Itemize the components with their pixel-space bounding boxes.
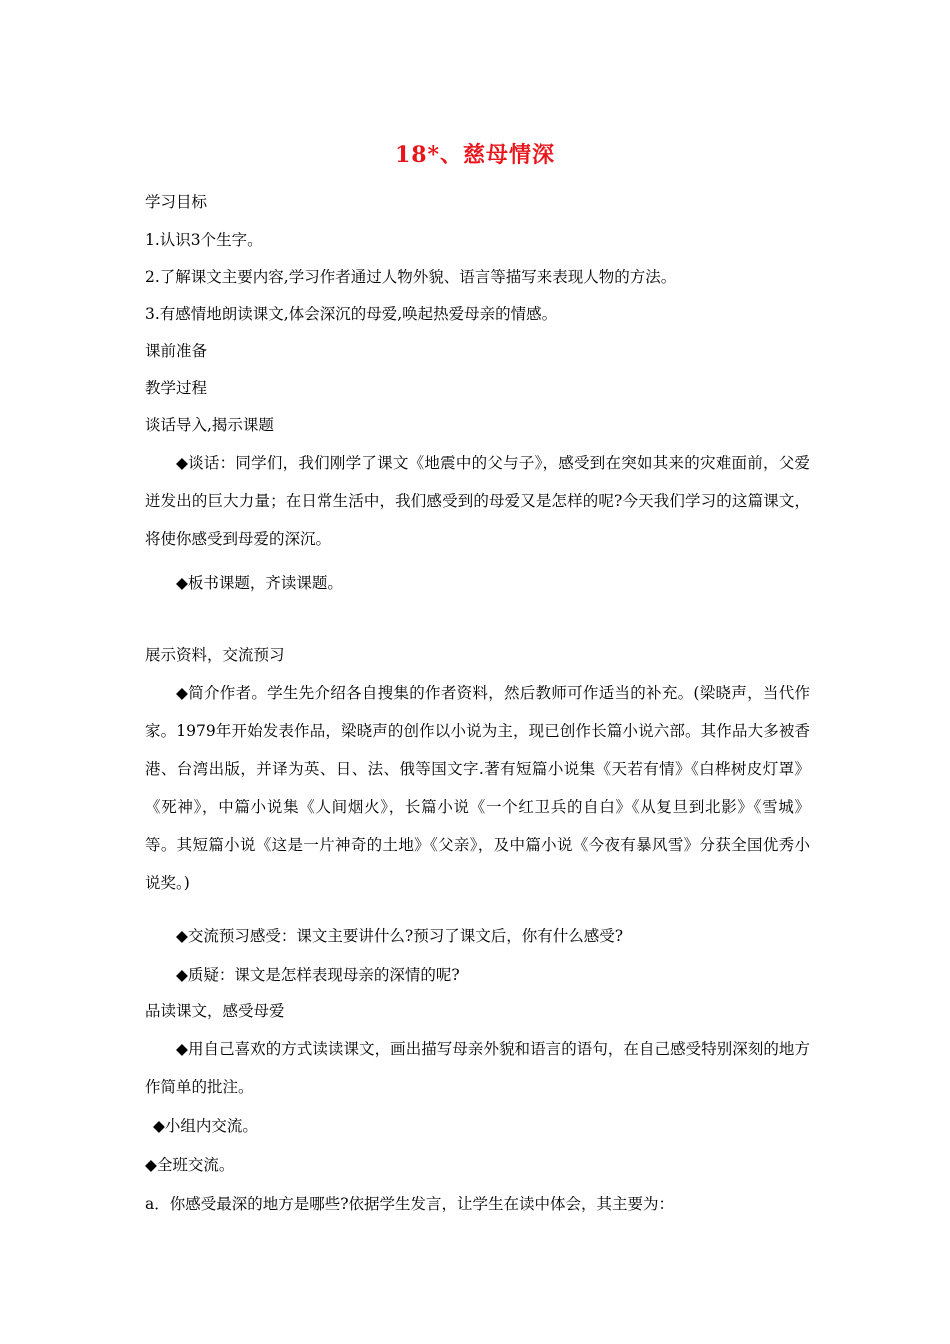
goal-item-3: 3.有感情地朗读课文,体会深沉的母爱,唤起热爱母亲的情感。 [145,305,558,323]
show-heading: 展示资料，交流预习 [145,646,285,664]
intro-heading: 谈话导入,揭示课题 [145,416,274,434]
show-paragraph-1: ◆简介作者。学生先介绍各自搜集的作者资料，然后教师可作适当的补充。(梁晓声，当代作家。1979年开始发表作品，梁晓声的创作以小说为主，现已创作长篇小说六部。其作品大多被香港、台湾出版，并译为英、日、法、俄等国文字.著有短篇小说集《天若有情》《白桦树皮灯罩》《死神》，中篇小说集《人间烟火》，长篇小说《一个红卫兵的自白》《从复旦到北影》《雪城》等。其短篇小说《这是一片神奇的土地》《父亲》，及中篇小说《今夜有暴风雪》分获全国优秀小说奖。) [145,684,810,892]
read-paragraph-1: ◆用自己喜欢的方式读读课文，画出描写母亲外貌和语言的语句，在自己感受特别深刻的地方作简单的批注。 [145,1040,810,1096]
read-paragraph-2: ◆小组内交流。 [153,1117,258,1135]
intro-paragraph-1: ◆谈话：同学们，我们刚学了课文《地震中的父与子》，感受到在突如其来的灾难面前，父爱迸发出的巨大力量；在日常生活中，我们感受到的母爱又是怎样的呢?今天我们学习的这篇课文，将使你感受到母爱的深沉。 [145,454,810,548]
show-paragraph-2: ◆交流预习感受：课文主要讲什么?预习了课文后，你有什么感受? [176,927,624,945]
read-paragraph-3: ◆全班交流。 [145,1156,235,1174]
goal-item-1: 1.认识3个生字。 [145,231,263,249]
show-paragraph-3: ◆质疑：课文是怎样表现母亲的深情的呢? [176,966,460,984]
read-heading: 品读课文，感受母爱 [145,1002,285,1020]
prep-heading: 课前准备 [145,342,208,360]
intro-paragraph-2: ◆板书课题，齐读课题。 [176,574,343,592]
goal-item-2: 2.了解课文主要内容,学习作者通过人物外貌、语言等描写来表现人物的方法。 [145,268,677,286]
process-heading: 教学过程 [145,379,208,397]
read-paragraph-4: a．你感受最深的地方是哪些?依据学生发言，让学生在读中体会，其主要为： [145,1195,675,1213]
page-title: 18*、慈母情深 [394,142,556,168]
goals-heading: 学习目标 [145,193,208,211]
